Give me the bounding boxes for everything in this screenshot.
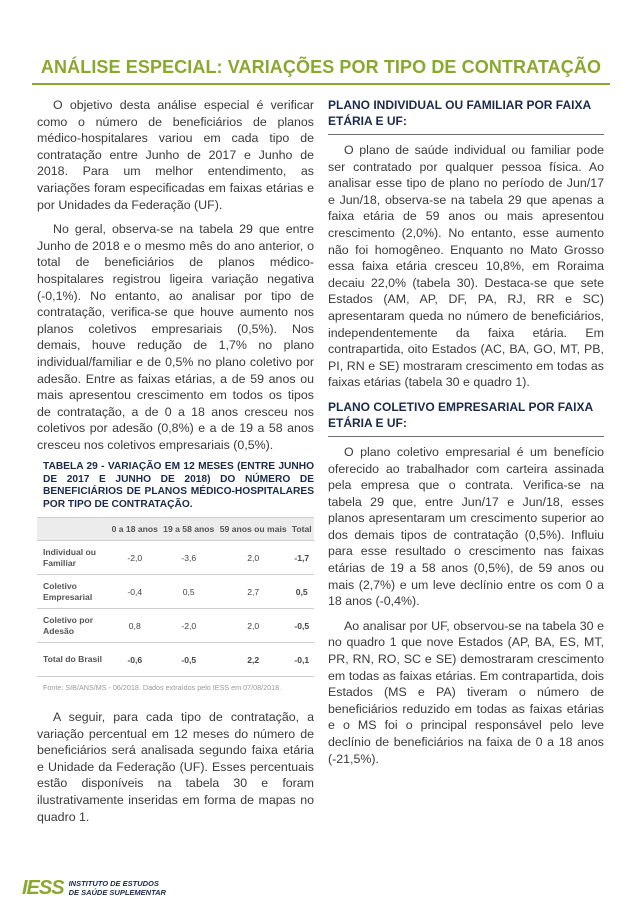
table-cell: -2,0 bbox=[109, 541, 161, 575]
col-header-19-58: 19 a 58 anos bbox=[161, 518, 217, 541]
table-cell-total: 0,5 bbox=[290, 575, 315, 609]
table-row-total-brasil bbox=[37, 643, 314, 677]
table-source-note: Fonte: SIB/ANS/MS - 06/2018. Dados extraídos pelo IESS em 07/08/2018. bbox=[43, 683, 282, 693]
table-29-title: TABELA 29 - VARIAÇÃO EM 12 MESES (ENTRE JUNHO DE 2017 E JUNHO DE 2018) DO NÚMERO DE BENEFICIÁRIOS DE PLANOS MÉDICO-HOSPITALARES POR TIPO DE CONTRATAÇÃO. bbox=[43, 461, 314, 510]
row-label: Coletivo por Adesão bbox=[37, 609, 109, 643]
table-cell: -0,4 bbox=[109, 575, 161, 609]
table-cell: 2,0 bbox=[217, 541, 290, 575]
section-heading-individual: PLANO INDIVIDUAL OU FAMILIAR POR FAIXA ETÁRIA E UF: bbox=[328, 97, 604, 135]
logo-mark: IESS bbox=[22, 877, 64, 899]
table-cell: 0,5 bbox=[161, 575, 217, 609]
table-cell: 2,0 bbox=[217, 609, 290, 643]
right-column bbox=[328, 97, 604, 775]
section-heading-empresarial: PLANO COLETIVO EMPRESARIAL POR FAIXA ETÁRIA E UF: bbox=[328, 399, 604, 437]
table-corner-cell bbox=[37, 518, 109, 541]
overview-paragraph: No geral, observa-se na tabela 29 que entre Junho de 2018 e o mesmo mês do ano anterior, o total de beneficiários de planos médico-hospitalares registrou ligeira variação negativa (-0,1%). No entanto, ao analisar por tipo de contratação, verifica-se que houve aumento nos planos coletivos empresariais (0,5%). Nos demais, houve redução de 1,7% no plano individual/familiar e de 0,5% no plano coletivo por adesão. Entre as faixas etárias, a de 59 anos ou mais apresentou crescimento em todos os tipos de contratação, a de 0 a 18 anos cresceu nos coletivos por adesão (0,8%) e a de 19 a 58 anos cresceu nos coletivos empresariais (0,5%). bbox=[37, 222, 314, 452]
table-cell: 0,8 bbox=[109, 609, 161, 643]
empresarial-paragraph: O plano coletivo empresarial é um benefício oferecido ao trabalhador com carteira assinada pela empresa que o contrata. Verifica-se na tabela 29 que, entre Jun/17 e Jun/18, esses planos apresentaram um crescimento superior ao dos demais tipos de contratação (0,5%). Influiu para esse resultado o crescimento nas faixas etárias de 19 a 58 anos (0,5%), de 59 anos ou mais (2,7%) e um leve declínio entre os com 0 a 18 anos (-0,4%). bbox=[328, 444, 604, 609]
table-cell-total: -0,5 bbox=[290, 609, 315, 643]
col-header-0-18: 0 a 18 anos bbox=[109, 518, 161, 541]
org-name-line2: DE SAÚDE SUPLEMENTAR bbox=[68, 887, 166, 897]
table-cell: -2,0 bbox=[161, 609, 217, 643]
table-header-row bbox=[37, 518, 314, 541]
next-section-paragraph: A seguir, para cada tipo de contratação, a variação percentual em 12 meses do número de beneficiários será analisada segundo faixa etária e Unidade da Federação (UF). Esses percentuais estão disponíveis na tabela 30 e foram ilustrativamente inseridas em forma de mapas no quadro 1. bbox=[37, 710, 314, 824]
table-row bbox=[37, 541, 314, 575]
table-cell: 2,7 bbox=[217, 575, 290, 609]
row-label: Total do Brasil bbox=[37, 643, 109, 677]
title-divider bbox=[32, 83, 610, 85]
page-title: ANÁLISE ESPECIAL: VARIAÇÕES POR TIPO DE CONTRATAÇÃO bbox=[40, 57, 602, 77]
table-cell: -3,6 bbox=[161, 541, 217, 575]
table-cell: -0,5 bbox=[161, 643, 217, 677]
org-name-line1: INSTITUTO DE ESTUDOS bbox=[68, 879, 159, 888]
row-label: Individual ou Familiar bbox=[37, 541, 109, 575]
table-cell-total: -0,1 bbox=[290, 643, 315, 677]
left-column bbox=[37, 97, 314, 833]
table-cell-total: -1,7 bbox=[290, 541, 315, 575]
col-header-total: Total bbox=[290, 518, 315, 541]
intro-paragraph: O objetivo desta análise especial é verificar como o número de beneficiários de planos médico-hospitalares variou em cada tipo de contratação entre Junho de 2017 e Junho de 2018. Para um melhor entendimento, as variações foram especificadas em faixas etárias e por Unidades da Federação (UF). bbox=[37, 98, 314, 212]
table-row bbox=[37, 575, 314, 609]
col-header-59-plus: 59 anos ou mais bbox=[217, 518, 290, 541]
iess-logo bbox=[22, 877, 166, 900]
table-29 bbox=[37, 517, 314, 677]
table-cell: 2,2 bbox=[217, 643, 290, 677]
logo-text bbox=[69, 880, 166, 897]
table-row bbox=[37, 609, 314, 643]
empresarial-uf-paragraph: Ao analisar por UF, observou-se na tabela 30 e no quadro 1 que nove Estados (AP, BA, ES, MT, PR, RN, RO, SC e SE) demostraram crescimento em todas as faixas etárias. Em contrapartida, dois Estados (MS e PA) tiveram o número de beneficiários reduzido em todas as faixas etárias e o MS foi o principal responsável pelo leve declínio de beneficiários na faixa de 0 a 18 anos (-21,5%). bbox=[328, 618, 604, 766]
table-cell: -0,6 bbox=[109, 643, 161, 677]
individual-paragraph: O plano de saúde individual ou familiar pode ser contratado por qualquer pessoa física. Ao analisar esse tipo de plano no período de Jun/17 e Jun/18, observa-se na tabela 29 que apenas a faixa etária de 59 anos ou mais apresentou crescimento (2,0%). No entanto, esse aumento não foi homogêneo. Enquanto no Mato Grosso essa faixa etária cresceu 10,8%, em Roraima decaiu 22,0% (tabela 30). Destaca-se que sete Estados (AM, AP, DF, PA, RJ, RR e SC) apresentaram queda no número de beneficiários, independentemente da faixa etária. Em contrapartida, oito Estados (AC, BA, GO, MT, PB, PI, RN e SE) mostraram crescimento em todas as faixas etárias (tabela 30 e quadro 1). bbox=[328, 143, 604, 390]
row-label: Coletivo Empresarial bbox=[37, 575, 109, 609]
